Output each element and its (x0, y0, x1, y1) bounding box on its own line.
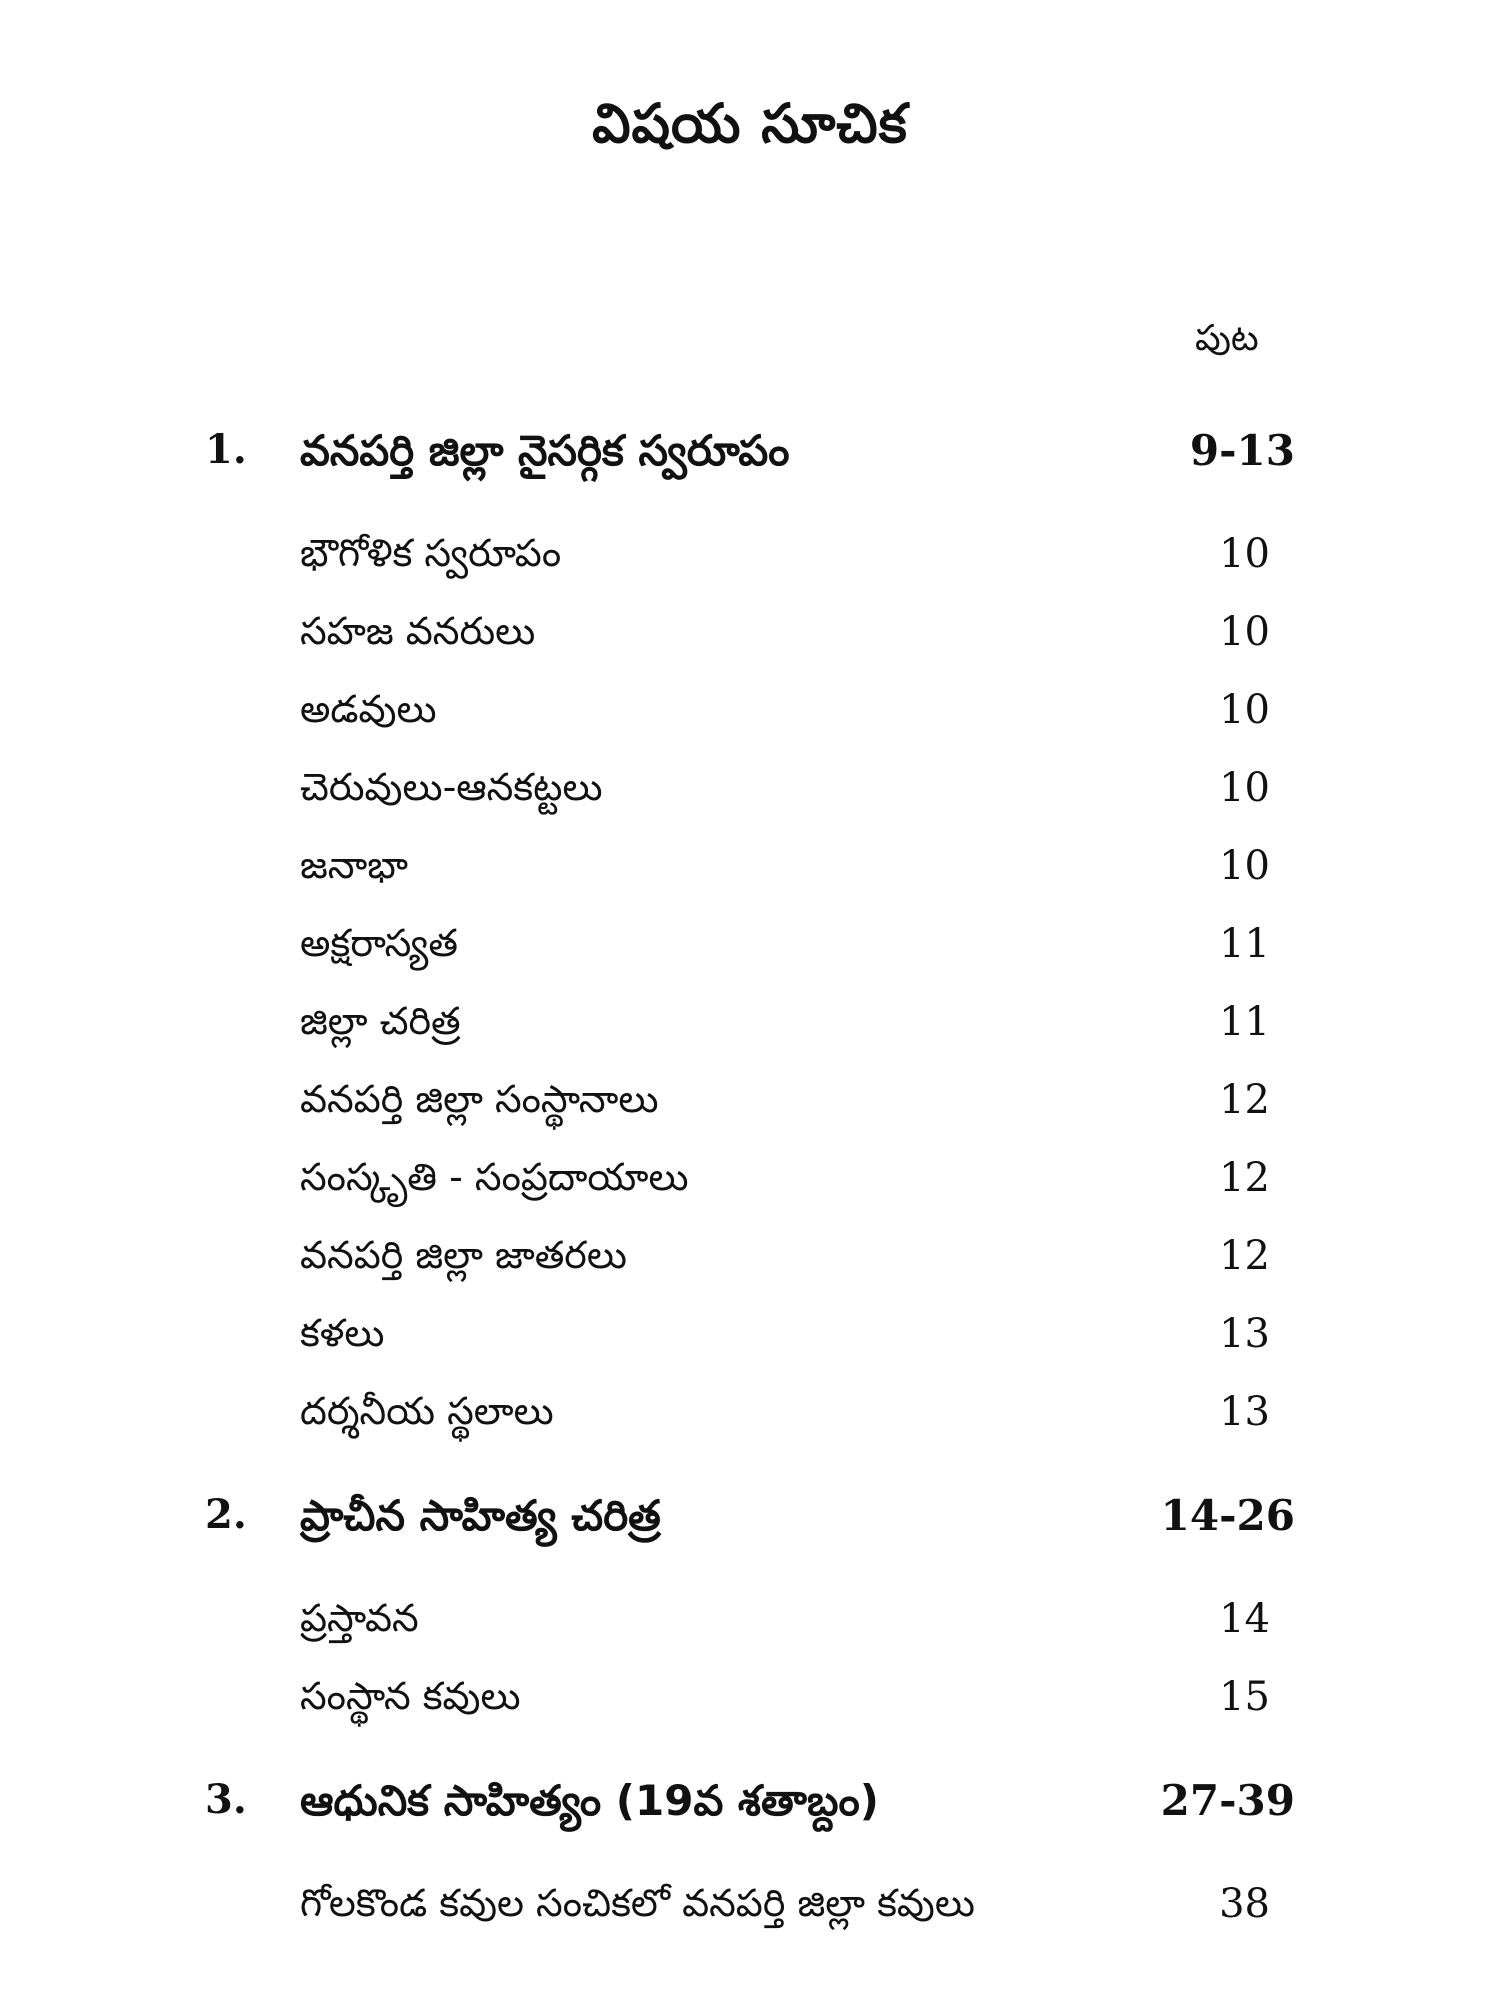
toc-item (0, 1149, 1500, 1209)
toc-item-label: గోలకొండ కవుల సంచికలో వనపర్తి జిల్లా కవులు (300, 1881, 975, 1925)
toc-item-page: 38 (1219, 1881, 1270, 1927)
toc-item (0, 681, 1500, 741)
section-pages: 9-13 (1189, 426, 1295, 475)
toc-item (0, 915, 1500, 975)
toc-item (0, 837, 1500, 897)
toc-item-page: 10 (1219, 687, 1270, 733)
toc-item-label: జిల్లా చరిత్ర (300, 999, 461, 1043)
section-title: ప్రాచీన సాహిత్య చరిత్ర (300, 1491, 661, 1540)
toc-item-label: సంస్థాన కవులు (300, 1674, 521, 1718)
toc-item-page: 12 (1219, 1233, 1270, 1279)
toc-item (0, 1383, 1500, 1443)
toc-item (0, 1305, 1500, 1365)
page-column-header: పుట (1195, 318, 1259, 359)
toc-item-page: 10 (1219, 843, 1270, 889)
toc-item (0, 1227, 1500, 1287)
toc-item-label: సహజ వనరులు (300, 609, 536, 653)
toc-item-page: 12 (1219, 1155, 1270, 1201)
toc-item-page: 13 (1219, 1311, 1270, 1357)
toc-item-page: 15 (1219, 1674, 1270, 1720)
toc-item-label: సంస్కృతి - సంప్రదాయాలు (300, 1155, 689, 1199)
toc-item (0, 525, 1500, 585)
section-number: 1. (205, 426, 247, 473)
toc-item-label: జనాభా (300, 843, 408, 887)
toc-item-label: చెరువులు-ఆనకట్టలు (300, 765, 603, 809)
toc-item-page: 10 (1219, 609, 1270, 655)
toc-item-label: అక్షరాస్యత (300, 921, 458, 965)
toc-section-1 (0, 420, 1500, 480)
toc-item-page: 10 (1219, 531, 1270, 577)
toc-section-2 (0, 1485, 1500, 1545)
toc-item-label: ప్రస్తావన (300, 1596, 419, 1640)
toc-item-page: 11 (1219, 999, 1270, 1045)
toc-item-page: 13 (1219, 1389, 1270, 1435)
toc-item (0, 1875, 1500, 1935)
toc-item-page: 11 (1219, 921, 1270, 967)
toc-item-label: దర్శనీయ స్థలాలు (300, 1389, 554, 1433)
toc-item (0, 1071, 1500, 1131)
toc-item (0, 1668, 1500, 1728)
toc-item-page: 12 (1219, 1077, 1270, 1123)
toc-item-label: వనపర్తి జిల్లా సంస్థానాలు (300, 1077, 659, 1121)
toc-item-label: భౌగోళిక స్వరూపం (300, 531, 562, 575)
section-pages: 14-26 (1160, 1491, 1295, 1540)
toc-section-3 (0, 1770, 1500, 1830)
toc-item-page: 14 (1219, 1596, 1270, 1642)
toc-item-label: కళలు (300, 1311, 385, 1355)
section-number: 2. (205, 1491, 247, 1538)
toc-item-page: 10 (1219, 765, 1270, 811)
toc-item-label: అడవులు (300, 687, 437, 731)
page-title: విషయ సూచిక (592, 92, 908, 155)
section-title: ఆధునిక సాహిత్యం (19వ శతాబ్దం) (300, 1776, 879, 1825)
toc-item (0, 759, 1500, 819)
section-pages: 27-39 (1160, 1776, 1295, 1825)
section-title: వనపర్తి జిల్లా నైసర్గిక స్వరూపం (300, 426, 790, 475)
section-number: 3. (205, 1776, 247, 1823)
toc-item (0, 1590, 1500, 1650)
toc-item (0, 993, 1500, 1053)
toc-item (0, 603, 1500, 663)
toc-item-label: వనపర్తి జిల్లా జాతరలు (300, 1233, 627, 1277)
